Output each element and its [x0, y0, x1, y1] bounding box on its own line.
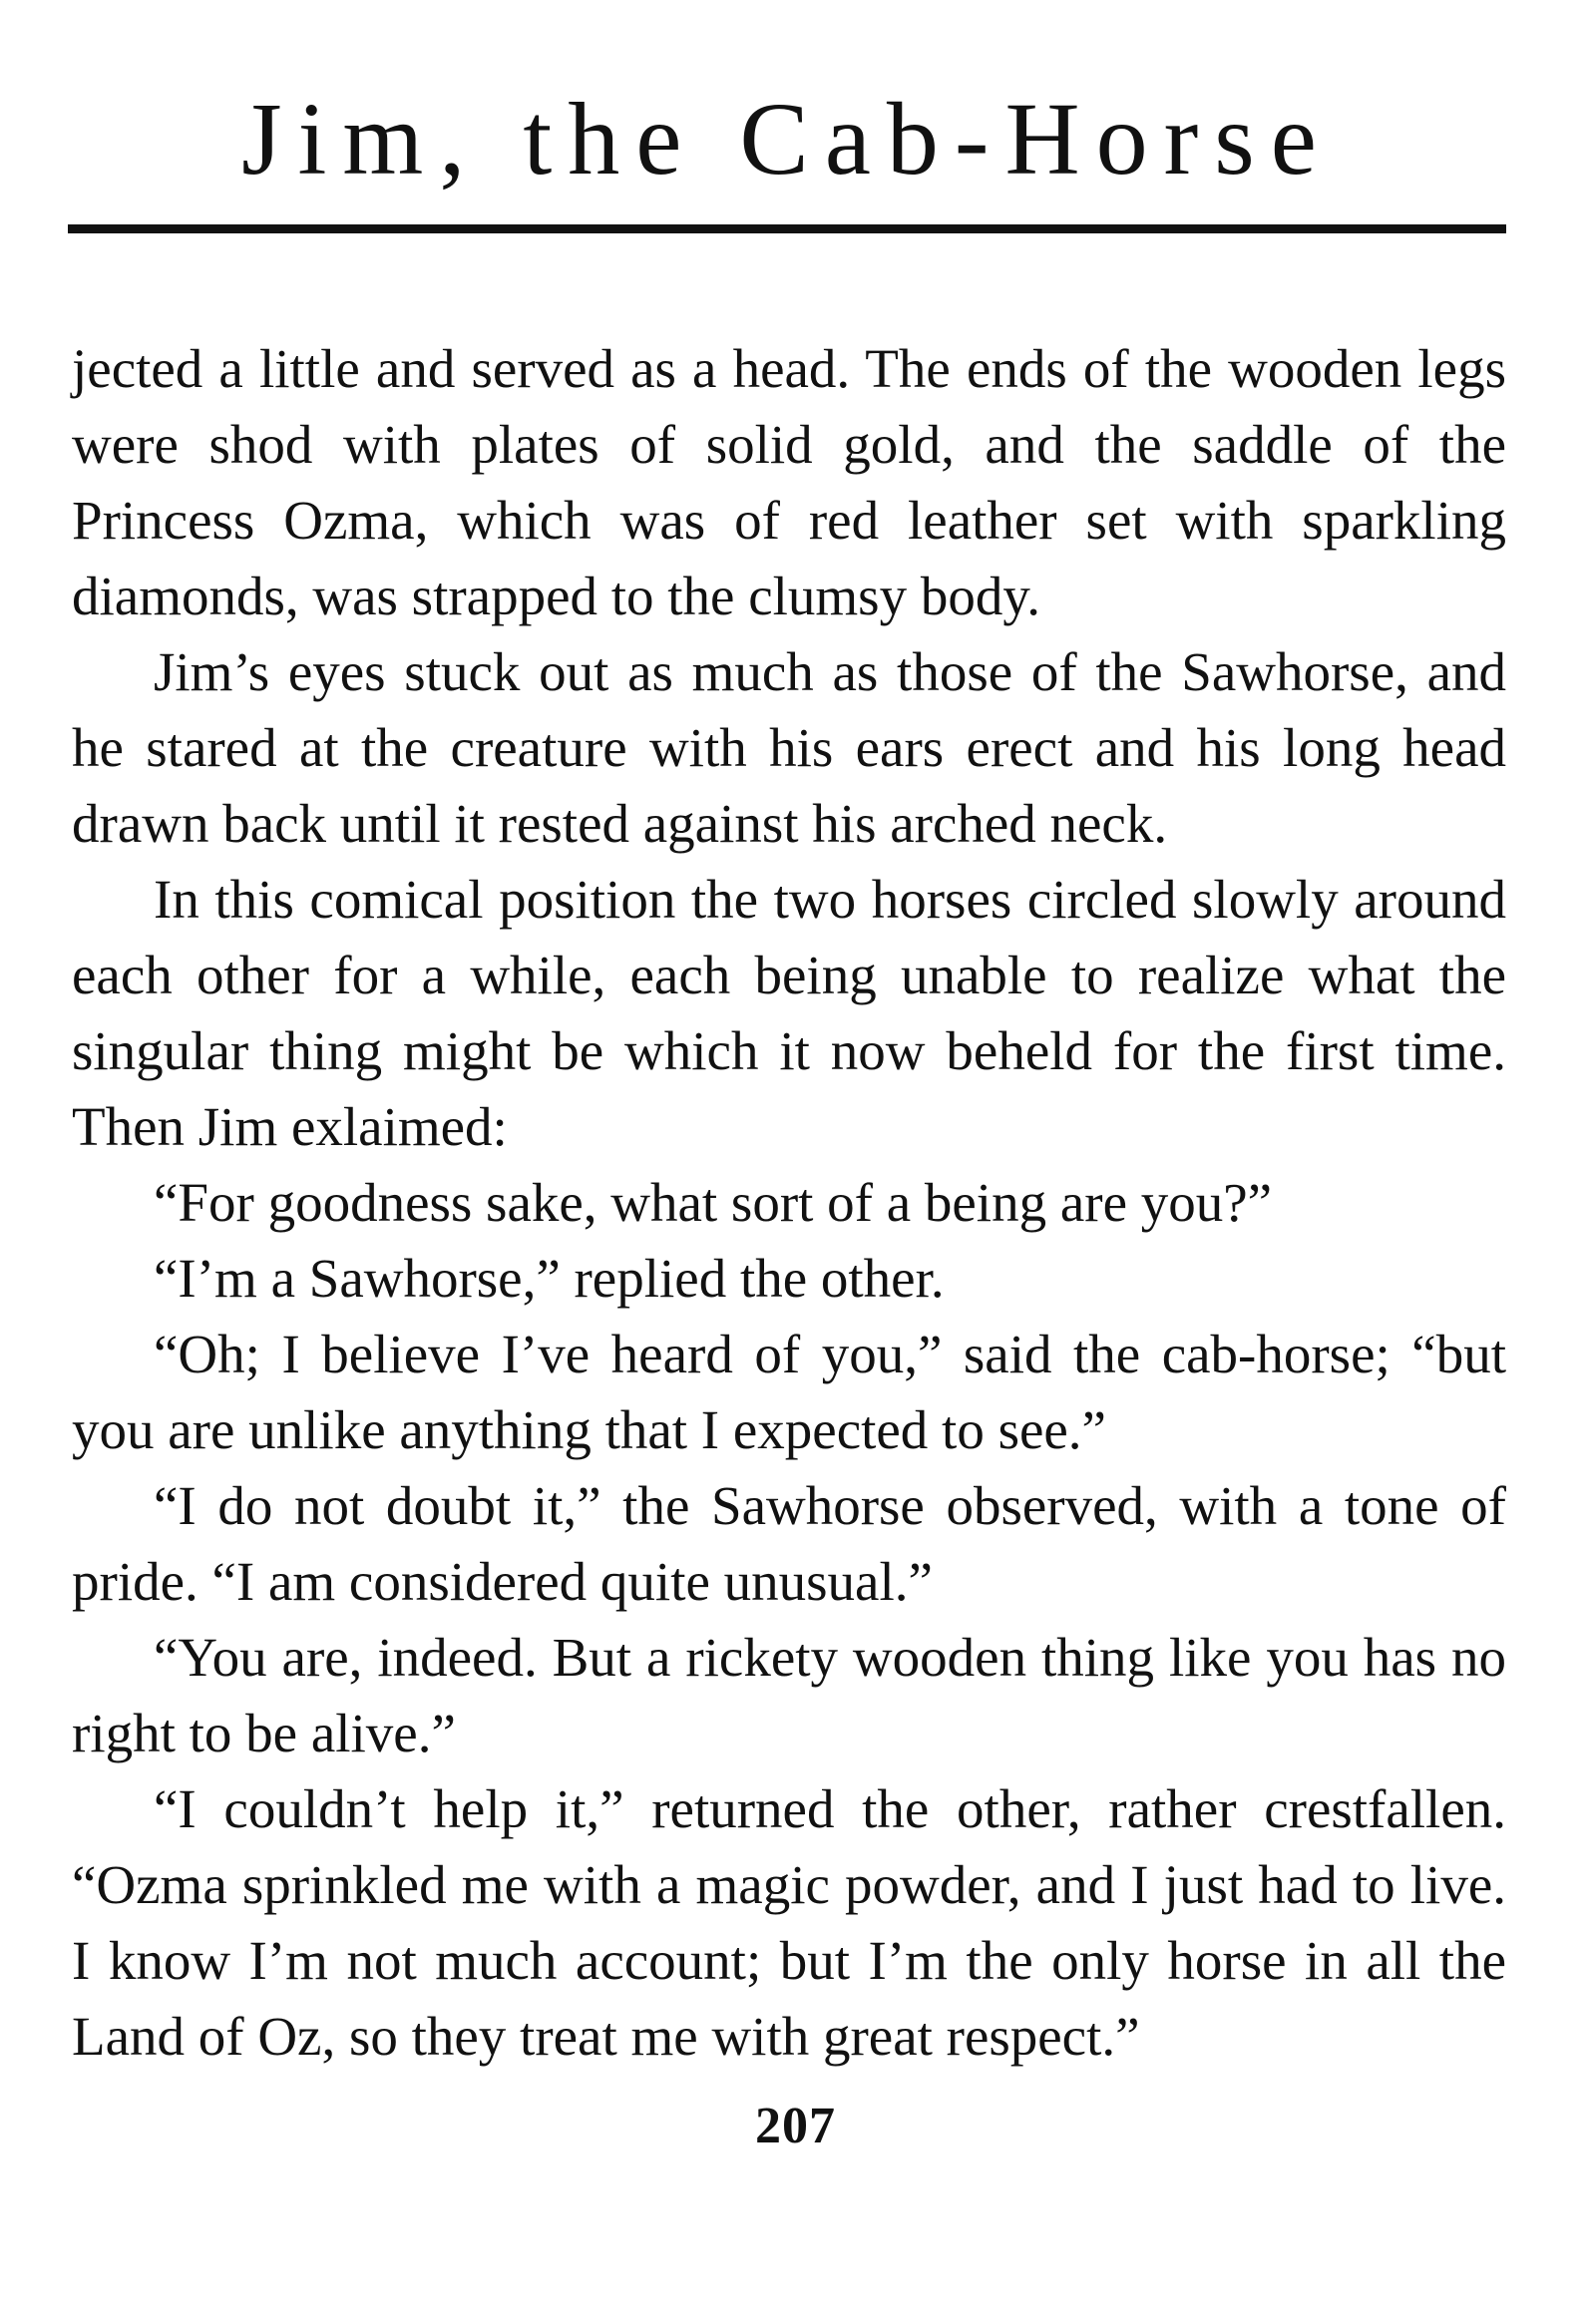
dialogue-paragraph: “Oh; I believe I’ve heard of you,” said the cab-horse; “but you are unlike anything that I expected to see.” — [72, 1324, 1506, 1460]
dialogue-paragraph: “I’m a Sawhorse,” replied the other. — [154, 1248, 945, 1309]
dialogue-paragraph: “I couldn’t help it,” returned the other, rather crestfallen. “Ozma sprinkled me with a magic powder, and I just had to live. I know I’m not much account; but I’m the only horse in all the Land of Oz, so they treat me with great respect.” — [72, 1778, 1506, 2067]
paragraph: Jim’s eyes stuck out as much as those of the Sawhorse, and he stared at the creature with his ears erect and his long head drawn back until it rested against his arched neck. — [72, 641, 1506, 854]
paragraph: In this comical position the two horses circled slowly around each other for a while, each being unable to realize what the singular thing might be which it now beheld for the first time. Then Jim exlaimed: — [72, 869, 1506, 1157]
page-title: Jim, the Cab-Horse — [241, 82, 1333, 196]
header-rule — [68, 224, 1506, 233]
running-header — [68, 82, 1506, 196]
dialogue-paragraph: “For goodness sake, what sort of a being are you?” — [154, 1172, 1273, 1233]
page-number: 207 — [755, 2098, 836, 2154]
paragraph-continued: jected a little and served as a head. The ends of the wooden legs were shod with plates of solid gold, and the saddle of the Princess Ozma, which was of red leather set with sparkling diamonds, was strapped to the clumsy body. — [72, 338, 1506, 626]
dialogue-paragraph: “You are, indeed. But a rickety wooden thing like you has no right to be alive.” — [72, 1627, 1506, 1763]
dialogue-paragraph: “I do not doubt it,” the Sawhorse observed, with a tone of pride. “I am considered quite unusual.” — [72, 1475, 1506, 1612]
body-text — [72, 331, 1506, 2075]
